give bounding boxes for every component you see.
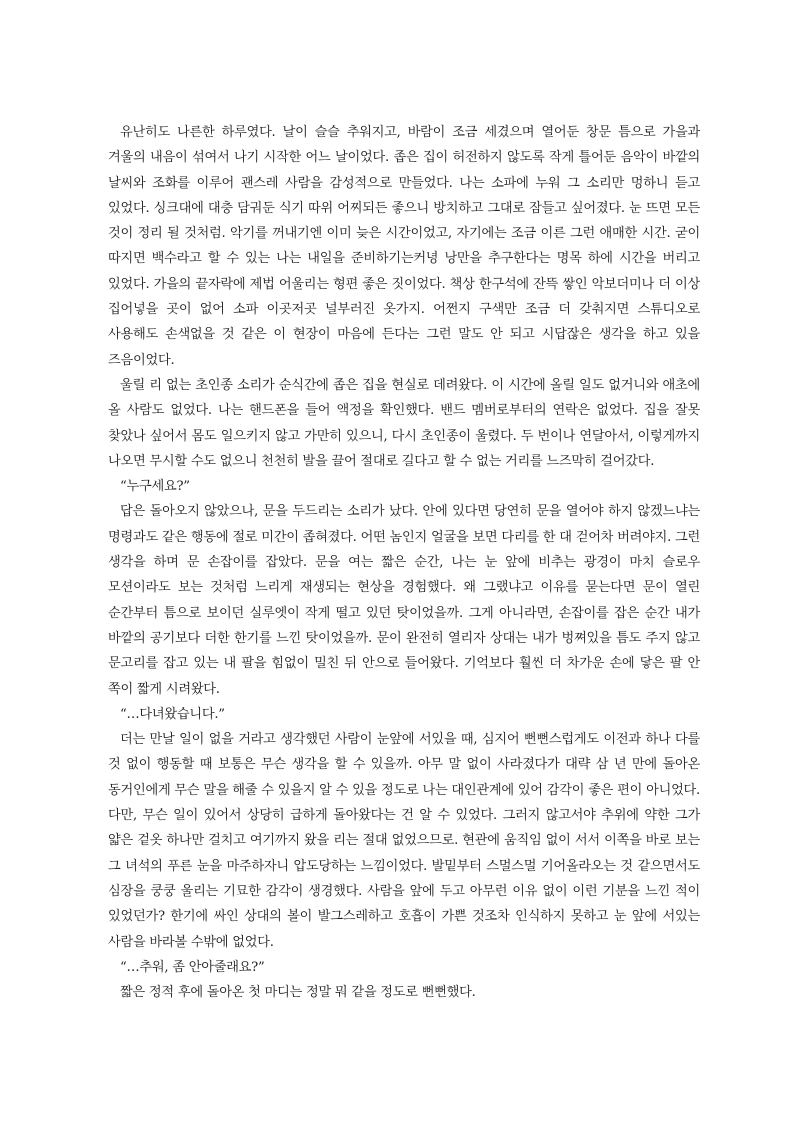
story-body [108, 120, 700, 1005]
paragraph: 짧은 정적 후에 돌아온 첫 마디는 정말 뭐 같을 정도로 뻔뻔했다. [120, 985, 476, 1001]
paragraph: 답은 돌아오지 않았으나, 문을 두드리는 소리가 났다. 안에 있다면 당연히 문을 열어야 하지 않겠느냐는 명령과도 같은 행동에 절로 미간이 좁혀졌다. 어떤 놈인지 얼굴을 보면 다리를 한 대 걷어차 버려야지. 그런 생각을 하며 문 손잡이를 잡았다. 문을 여는 짧은 순간, 나는 눈 앞에 비추는 광경이 마치 슬로우 모션이라도 보는 것처럼 느리게 재생되는 현상을 경험했다. 왜 그랬냐고 이유를 묻는다면 문이 열린 순간부터 틈으로 보이던 실루엣이 작게 떨고 있던 탓이었을까. 그게 아니라면, 손잡이를 잡은 순간 내가 바깥의 공기보다 더한 한기를 느낀 탓이었을까. 문이 완전히 열리자 상대는 내가 벙쪄있을 틈도 주지 않고 문고리를 잡고 있는 내 팔을 힘없이 밀친 뒤 안으로 들어왔다. 기억보다 훨씬 더 차가운 손에 닿은 팔 안 쪽이 짧게 시려왔다. [108, 504, 700, 697]
dialogue-line: “…다녀왔습니다.” [120, 706, 225, 722]
dialogue-line: “누구세요?” [120, 479, 190, 495]
dialogue-line: “…추워, 좀 안아줄래요?” [120, 959, 265, 975]
paragraph: 더는 만날 일이 없을 거라고 생각했던 사람이 눈앞에 서있을 때, 심지어 뻔뻔스럽게도 이전과 하나 다를 것 없이 행동할 때 보통은 무슨 생각을 할 수 있을까. 아무 말 없이 사라졌다가 대략 삼 년 만에 돌아온 동거인에게 무슨 말을 해줄 수 있을지 알 수 있을 정도로 나는 대인관계에 있어 감각이 좋은 편이 아니었다. 다만, 무슨 일이 있어서 상당히 급하게 돌아왔다는 건 알 수 있었다. 그러지 않고서야 추위에 약한 그가 얇은 겉옷 하나만 걸치고 여기까지 왔을 리는 절대 없었으므로. 현관에 움직임 없이 서서 이쪽을 바로 보는 그 녀석의 푸른 눈을 마주하자니 압도당하는 느낌이었다. 발밑부터 스멀스멀 기어올라오는 것 같으면서도 심장을 쿵쿵 울리는 기묘한 감각이 생경했다. 사람을 앞에 두고 아무런 이유 없이 이런 기분을 느낀 적이 있었던가? 한기에 싸인 상대의 볼이 발그스레하고 호흡이 가쁜 것조차 인식하지 못하고 눈 앞에 서있는 사람을 바라볼 수밖에 없었다. [108, 732, 700, 950]
paragraph: 울릴 리 없는 초인종 소리가 순식간에 좁은 집을 현실로 데려왔다. 이 시간에 올릴 일도 없거니와 애초에 올 사람도 없었다. 나는 핸드폰을 들어 액정을 확인했다. 밴드 멤버로부터의 연락은 없었다. 집을 잘못 찾았나 싶어서 몸도 일으키지 않고 가만히 있으니, 다시 초인종이 울렸다. 두 번이나 연달아서, 이렇게까지 나오면 무시할 수도 없으니 천천히 발을 끌어 절대로 길다고 할 수 없는 거리를 느즈막히 걸어갔다. [108, 377, 700, 469]
paragraph: 유난히도 나른한 하루였다. 날이 슬슬 추워지고, 바람이 조금 세겼으며 열어둔 창문 틈으로 가을과 겨울의 내음이 섞여서 나기 시작한 어느 날이었다. 좁은 집이 허전하지 않도록 작게 틀어둔 음악이 바깥의 날씨와 조화를 이루어 괜스레 사람을 감성적으로 만들었다. 나는 소파에 누워 그 소리만 멍하니 듣고 있었다. 싱크대에 대충 담궈둔 식기 따위 어찌되든 좋으니 방치하고 그대로 잠들고 싶어졌다. 눈 뜨면 모든 것이 정리 될 것처럼. 악기를 꺼내기엔 이미 늦은 시간이었고, 자기에는 조금 이른 그런 애매한 시간. 굳이 따지면 백수라고 할 수 있는 나는 내일을 준비하기는커녕 낭만을 추구한다는 명목 하에 시간을 버리고 있었다. 가을의 끝자락에 제법 어울리는 형편 좋은 짓이었다. 책상 한구석에 잔뜩 쌓인 악보더미나 더 이상 집어넣을 곳이 없어 소파 이곳저곳 널부러진 옷가지. 어쩐지 구색만 조금 더 갖춰지면 스튜디오로 사용해도 손색없을 것 같은 이 현장이 마음에 든다는 그런 말도 안 되고 시답잖은 생각을 하고 있을 즈음이었다. [108, 125, 700, 368]
